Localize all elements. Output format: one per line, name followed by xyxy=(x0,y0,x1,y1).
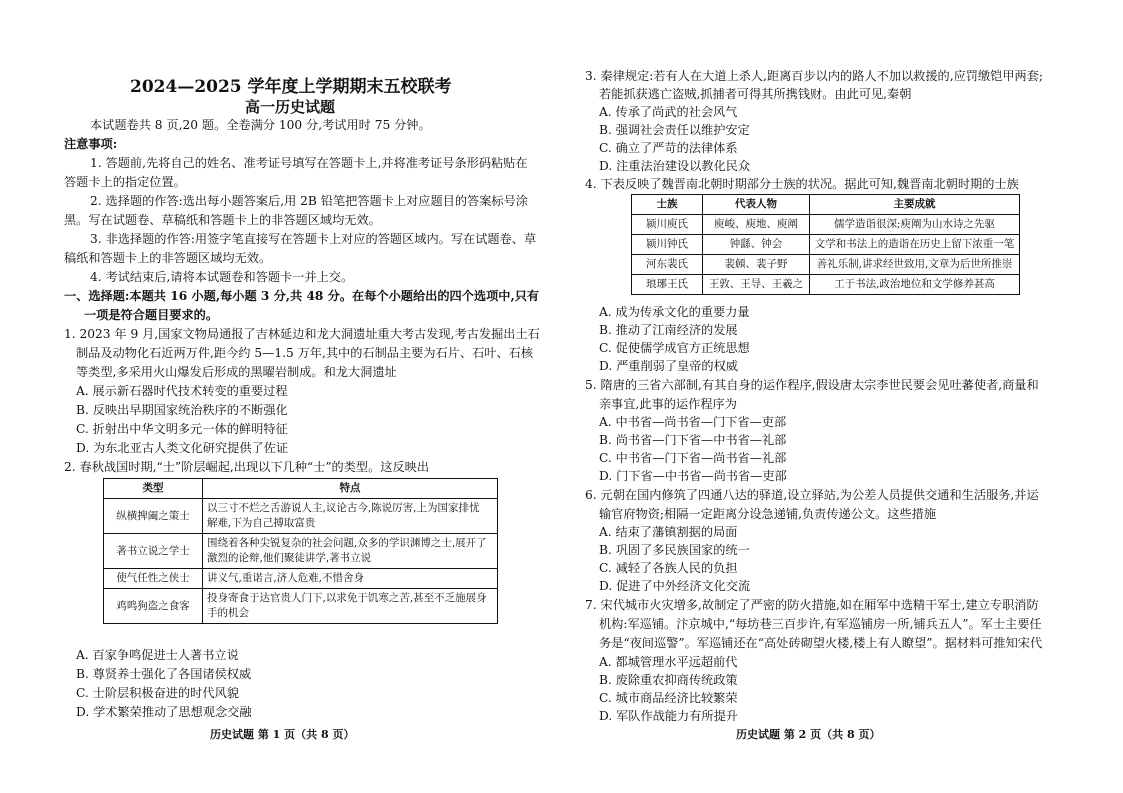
table-cell: 善礼乐制,讲求经世致用,文章为后世所推崇 xyxy=(810,255,1020,275)
table-cell: 以三寸不烂之舌游说人主,议论古今,陈说厉害,上为国家排忧 解难,下为自己搏取富贵 xyxy=(203,499,498,534)
question-stem: 机构:军巡铺。汴京城中,“每坊巷三百步许,有军巡铺房一所,铺兵五人”。军士主要任 xyxy=(599,617,1042,631)
question-stem: 4. 下表反映了魏晋南北朝时期部分士族的状况。据此可知,魏晋南北朝时期的士族 xyxy=(585,177,1019,191)
notice-line: 4. 考试结束后,请将本试题卷和答题卡一并上交。 xyxy=(90,270,354,284)
table-cell: 颍川钟氏 xyxy=(632,235,703,255)
table-cell: 颍川庾氏 xyxy=(632,215,703,235)
option: D. 注重法治建设以教化民众 xyxy=(599,159,751,173)
option: D. 严重削弱了皇帝的权威 xyxy=(599,359,738,373)
option: C. 士阶层积极奋进的时代风貌 xyxy=(76,686,239,700)
table-row xyxy=(104,569,498,589)
notice-line: 答题卡上的指定位置。 xyxy=(64,175,186,189)
question-stem: 3. 秦律规定:若有人在大道上杀人,距离百步以内的路人不加以救援的,应罚缴铠甲两套; xyxy=(585,69,1044,83)
table-cell: 著书立说之学士 xyxy=(104,534,203,569)
option: B. 强调社会责任以维护安定 xyxy=(599,123,750,137)
option: D. 促进了中外经济文化交流 xyxy=(599,579,751,593)
option: C. 减轻了各族人民的负担 xyxy=(599,561,738,575)
table-row xyxy=(104,534,498,569)
table-cell: 河东裴氏 xyxy=(632,255,703,275)
table-cell: 王敦、王导、王羲之 xyxy=(703,275,810,295)
question-stem: 输官府物资;相隔一定距离分设急递铺,负责传递公文。这些措施 xyxy=(599,507,937,521)
notice-line: 1. 答题前,先将自己的姓名、准考证号填写在答题卡上,并将准考证号条形码粘贴在 xyxy=(90,156,528,170)
option: A. 展示新石器时代技术转变的重要过程 xyxy=(76,384,288,398)
question-stem: 6. 元朝在国内修筑了四通八达的驿道,设立驿站,为公差人员提供交通和生活服务,并运 xyxy=(585,488,1039,502)
notice-heading: 注意事项: xyxy=(64,137,118,151)
table-cell: 投身寄食于达官贵人门下,以求免于饥寒之苦,甚至不乏施展身 手的机会 xyxy=(203,589,498,624)
option: B. 尚书省—门下省—中书省—礼部 xyxy=(599,433,787,447)
right-page xyxy=(561,0,1123,793)
table-header: 主要成就 xyxy=(810,195,1020,215)
option: A. 中书省—尚书省—门下省—吏部 xyxy=(599,415,787,429)
table-row xyxy=(632,275,1020,295)
option: B. 推动了江南经济的发展 xyxy=(599,323,738,337)
option: D. 为东北亚古人类文化研究提供了佐证 xyxy=(76,441,289,455)
page-footer: 历史试题 第 1 页（共 8 页） xyxy=(210,728,355,741)
left-page xyxy=(0,0,561,793)
option: D. 门下省—中书省—尚书省—吏部 xyxy=(599,469,787,483)
table-row xyxy=(104,589,498,624)
option: B. 废除重农抑商传统政策 xyxy=(599,673,738,687)
exam-subtitle: 高一历史试题 xyxy=(245,98,336,116)
question-stem: 若能抓获逃亡盗贼,抓捕者可得其所携钱财。由此可见,秦朝 xyxy=(599,87,912,101)
table-cell: 鸡鸣狗盗之食客 xyxy=(104,589,203,624)
table-cell: 讲义气,重诺言,济人危难,不惜舍身 xyxy=(203,569,498,589)
gentry-families-table xyxy=(631,194,1020,295)
table-row xyxy=(632,235,1020,255)
table-cell: 使气任性之侠士 xyxy=(104,569,203,589)
option: A. 结束了藩镇割据的局面 xyxy=(599,525,738,539)
table-cell: 纵横捭阖之策士 xyxy=(104,499,203,534)
notice-line: 黑。写在试题卷、草稿纸和答题卡上的非答题区域均无效。 xyxy=(64,213,381,227)
notice-line: 2. 选择题的作答:选出每小题答案后,用 2B 铅笔把答题卡上对应题目的答案标号涂 xyxy=(90,194,528,208)
option: A. 百家争鸣促进士人著书立说 xyxy=(76,648,239,662)
option: D. 军队作战能力有所提升 xyxy=(599,709,738,723)
notice-line: 3. 非选择题的作答:用签字笔直接写在答题卡上对应的答题区域内。写在试题卷、草 xyxy=(90,232,537,246)
question-stem: 5. 隋唐的三省六部制,有其自身的运作程序,假设唐太宗李世民要会见吐蕃使者,商量和 xyxy=(585,378,1039,392)
question-stem: 1. 2023 年 9 月,国家文物局通报了吉林延边和龙大洞遗址重大考古发现,考古发掘出土石 xyxy=(64,327,540,341)
option: B. 反映出早期国家统治秩序的不断强化 xyxy=(76,403,288,417)
option: A. 都城管理水平远超前代 xyxy=(599,655,738,669)
option: C. 折射出中华文明多元一体的鲜明特征 xyxy=(76,422,288,436)
table-cell: 庾峻、庾地、庾阐 xyxy=(703,215,810,235)
question-stem: 务是“夜间巡警”。军巡铺还在“高处砖砌望火楼,楼上有人瞭望”。据材料可推知宋代 xyxy=(599,636,1043,650)
option: C. 城市商品经济比较繁荣 xyxy=(599,691,738,705)
table-cell: 文学和书法上的造诣在历史上留下浓重一笔 xyxy=(810,235,1020,255)
table-cell: 儒学造诣很深;庾阐为山水诗之先驱 xyxy=(810,215,1020,235)
question-stem: 亲事宜,此事的运作程序为 xyxy=(599,397,737,411)
table-row xyxy=(632,215,1020,235)
scholar-types-table xyxy=(103,478,498,624)
table-cell: 围绕着各种尖锐复杂的社会问题,众多的学识渊博之士,展开了 激烈的论辩,他们聚徒讲学,著书立说 xyxy=(203,534,498,569)
option: A. 传承了尚武的社会风气 xyxy=(599,105,738,119)
question-stem: 7. 宋代城市火灾增多,故制定了严密的防火措施,如在厢军中选精干军士,建立专职消防 xyxy=(585,598,1039,612)
option: D. 学术繁荣推动了思想观念交融 xyxy=(76,705,252,719)
exam-info: 本试题卷共 8 页,20 题。全卷满分 100 分,考试用时 75 分钟。 xyxy=(90,118,431,132)
question-stem: 制品及动物化石近两万件,距今约 5—1.5 万年,其中的石制品主要为石片、石叶、石核 xyxy=(76,346,534,360)
option: A. 成为传承文化的重要力量 xyxy=(599,305,750,319)
option: C. 确立了严苛的法律体系 xyxy=(599,141,738,155)
table-cell: 琅琊王氏 xyxy=(632,275,703,295)
table-header: 类型 xyxy=(104,479,203,499)
option: B. 尊贤养士强化了各国诸侯权威 xyxy=(76,667,252,681)
option: C. 促使儒学成官方正统思想 xyxy=(599,341,750,355)
table-cell: 工于书法,政治地位和文学修养甚高 xyxy=(810,275,1020,295)
question-stem: 等类型,多采用火山爆发后形成的黑曜岩制成。和龙大洞遗址 xyxy=(76,365,397,379)
table-row xyxy=(632,255,1020,275)
table-cell: 钟繇、钟会 xyxy=(703,235,810,255)
table-header: 士族 xyxy=(632,195,703,215)
section-heading: 一项是符合题目要求的。 xyxy=(84,308,219,322)
exam-title: 2024—2025 学年度上学期期末五校联考 xyxy=(130,77,452,97)
table-header: 特点 xyxy=(203,479,498,499)
table-cell: 裴頠、裴子野 xyxy=(703,255,810,275)
option: C. 中书省—门下省—尚书省—礼部 xyxy=(599,451,787,465)
table-row xyxy=(104,499,498,534)
page-footer: 历史试题 第 2 页（共 8 页） xyxy=(736,728,881,741)
option: B. 巩固了多民族国家的统一 xyxy=(599,543,750,557)
notice-line: 稿纸和答题卡上的非答题区域均无效。 xyxy=(64,251,272,265)
question-stem: 2. 春秋战国时期,“士”阶层崛起,出现以下几种“士”的类型。这反映出 xyxy=(64,460,430,474)
table-header: 代表人物 xyxy=(703,195,810,215)
section-heading: 一、选择题:本题共 16 小题,每小题 3 分,共 48 分。在每个小题给出的四个选项中,只有 xyxy=(64,289,540,303)
